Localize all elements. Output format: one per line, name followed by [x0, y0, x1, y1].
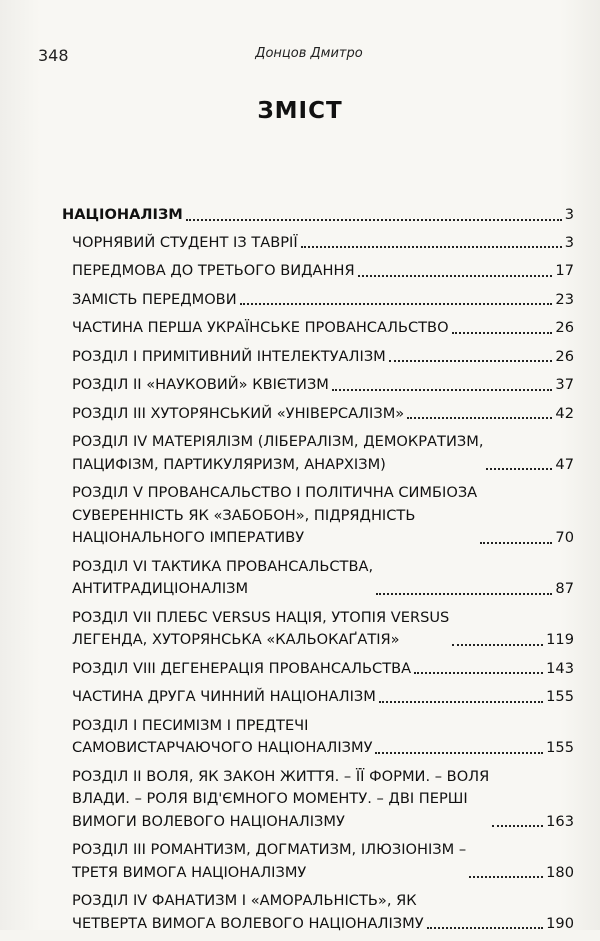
- toc-entry[interactable]: [72, 431, 574, 476]
- toc-entry[interactable]: [72, 403, 574, 426]
- toc-entry-text: РОЗДІЛ VIII ДЕГЕНЕРАЦІЯ ПРОВАНСАЛЬСТВА: [72, 659, 412, 677]
- dot-leader: [379, 700, 543, 703]
- toc-entry-page: 163: [546, 812, 574, 830]
- toc-entry-text: РОЗДІЛ І ПЕСИМІЗМ І ПРЕДТЕЧІ САМОВИСТАРЧАЮЧОГО НАЦІОНАЛІЗМУ: [72, 716, 373, 756]
- toc-entry[interactable]: [72, 686, 574, 709]
- dot-leader: [332, 388, 553, 391]
- toc-entry[interactable]: [72, 289, 574, 312]
- toc-entry-text: РОЗДІЛ ІІІ РОМАНТИЗМ, ДОГМАТИЗМ, ІЛЮЗІОНІЗМ – ТРЕТЯ ВИМОГА НАЦІОНАЛІЗМУ: [72, 841, 467, 881]
- toc-entry-text: ЧАСТИНА ПЕРША УКРАЇНСЬКЕ ПРОВАНСАЛЬСТВО: [72, 319, 449, 336]
- dot-leader: [407, 416, 552, 419]
- toc-entry[interactable]: [72, 658, 574, 681]
- dot-leader: [427, 926, 544, 929]
- toc-entry-page: 119: [546, 631, 574, 648]
- dot-leader: [469, 875, 543, 878]
- dot-leader: [375, 751, 543, 754]
- dot-leader: [480, 541, 552, 544]
- toc-entry[interactable]: [72, 839, 574, 884]
- toc-entry-text: РОЗДІЛ ІІІ ХУТОРЯНСЬКИЙ «УНІВЕРСАЛІЗМ»: [72, 404, 405, 422]
- toc-entry-page: 155: [546, 688, 574, 705]
- page-title: ЗМІСТ: [257, 98, 343, 124]
- toc-entry-text: НАЦІОНАЛІЗМ: [62, 206, 183, 223]
- toc-entry[interactable]: [72, 607, 574, 652]
- toc-entry-text: РОЗДІЛ ІІ «НАУКОВИЙ» КВІЄТИЗМ: [72, 376, 329, 393]
- toc-entry-page: 17: [555, 262, 574, 279]
- toc-entry-page: 26: [555, 319, 574, 336]
- toc-entry[interactable]: [72, 346, 574, 369]
- toc-entry[interactable]: [72, 317, 574, 340]
- toc-entry-page: 87: [555, 580, 574, 597]
- dot-leader: [492, 824, 543, 827]
- toc-entry-text: ЧОРНЯВИЙ СТУДЕНТ ІЗ ТАВРІЇ: [72, 233, 298, 251]
- dot-leader: [414, 671, 543, 674]
- dot-leader: [240, 302, 553, 305]
- toc-entry-page: 70: [555, 529, 574, 546]
- dot-leader: [301, 245, 562, 248]
- toc-entry[interactable]: [72, 374, 574, 397]
- toc-entry-text: ЧАСТИНА ДРУГА ЧИННИЙ НАЦІОНАЛІЗМ: [72, 688, 376, 705]
- toc-entry-text: РОЗДІЛ IV МАТЕРІЯЛІЗМ (ЛІБЕРАЛІЗМ, ДЕМОКРАТИЗМ, ПАЦИФІЗМ, ПАРТИКУЛЯРИЗМ, АНАРХІЗМ): [72, 433, 484, 473]
- dot-leader: [486, 467, 552, 470]
- toc-entry-page: 47: [555, 455, 574, 473]
- toc-entry[interactable]: [72, 715, 574, 760]
- toc-entry-text: РОЗДІЛ V ПРОВАНСАЛЬСТВО І ПОЛІТИЧНА СИМБІОЗА СУВЕРЕННІСТЬ ЯК «ЗАБОБОН», ПІДРЯДНІСТЬ НАЦІОНАЛЬНОГО ІМПЕРАТИВУ: [72, 484, 478, 546]
- toc-entry[interactable]: [72, 260, 574, 283]
- dot-leader: [389, 359, 553, 362]
- toc-entry[interactable]: [72, 232, 574, 255]
- running-header-author: Донцов Дмитро: [255, 46, 363, 61]
- toc-entry[interactable]: [72, 556, 574, 601]
- toc-entry-page: 190: [546, 914, 574, 932]
- toc-entry-text: ЗАМІСТЬ ПЕРЕДМОВИ: [72, 290, 237, 308]
- toc-entry[interactable]: [72, 482, 574, 550]
- toc-entry-page: 37: [555, 376, 574, 393]
- toc-entry[interactable]: [72, 766, 574, 834]
- table-of-contents: [62, 204, 574, 941]
- toc-entry-text: ПЕРЕДМОВА ДО ТРЕТЬОГО ВИДАННЯ: [72, 262, 355, 279]
- dot-leader: [186, 218, 562, 221]
- running-header: [38, 46, 560, 70]
- dot-leader: [452, 643, 543, 646]
- toc-entry-text: РОЗДІЛ VI ТАКТИКА ПРОВАНСАЛЬСТВА, АНТИТРАДИЦІОНАЛІЗМ: [72, 557, 374, 597]
- dot-leader: [452, 331, 553, 334]
- toc-entry[interactable]: [72, 890, 574, 935]
- toc-entry-page: 42: [555, 404, 574, 422]
- toc-entry-page: 180: [546, 863, 574, 881]
- toc-entry-page: 155: [546, 739, 574, 756]
- toc-entry-text: РОЗДІЛ VII ПЛЕБС VERSUS НАЦІЯ, УТОПІЯ VERSUS ЛЕГЕНДА, ХУТОРЯНСЬКА «КАЛЬОКАҐАТІЯ»: [72, 608, 450, 648]
- toc-entry-page: 3: [564, 233, 574, 251]
- toc-entry-page: 23: [555, 290, 574, 308]
- toc-entry-text: РОЗДІЛ ІІ ВОЛЯ, ЯК ЗАКОН ЖИТТЯ. – ЇЇ ФОРМИ. – ВОЛЯ ВЛАДИ. – РОЛЯ ВІД'ЄМНОГО МОМЕНТУ. – ДВІ ПЕРШІ ВИМОГИ ВОЛЕВОГО НАЦІОНАЛІЗМУ: [72, 767, 490, 830]
- dot-leader: [358, 274, 553, 277]
- toc-entry-text: РОЗДІЛ І ПРИМІТИВНИЙ ІНТЕЛЕКТУАЛІЗМ: [72, 347, 386, 365]
- toc-entry-text: РОЗДІЛ IV ФАНАТИЗМ І «АМОРАЛЬНІСТЬ», ЯК ЧЕТВЕРТА ВИМОГА ВОЛЕВОГО НАЦІОНАЛІЗМУ: [72, 892, 424, 932]
- dot-leader: [376, 592, 552, 595]
- toc-entry-page: 3: [564, 206, 574, 223]
- page-number: 348: [38, 46, 69, 65]
- toc-entry-page: 26: [555, 347, 574, 365]
- toc-entry-page: 143: [546, 659, 574, 677]
- toc-entry-main[interactable]: [62, 204, 574, 227]
